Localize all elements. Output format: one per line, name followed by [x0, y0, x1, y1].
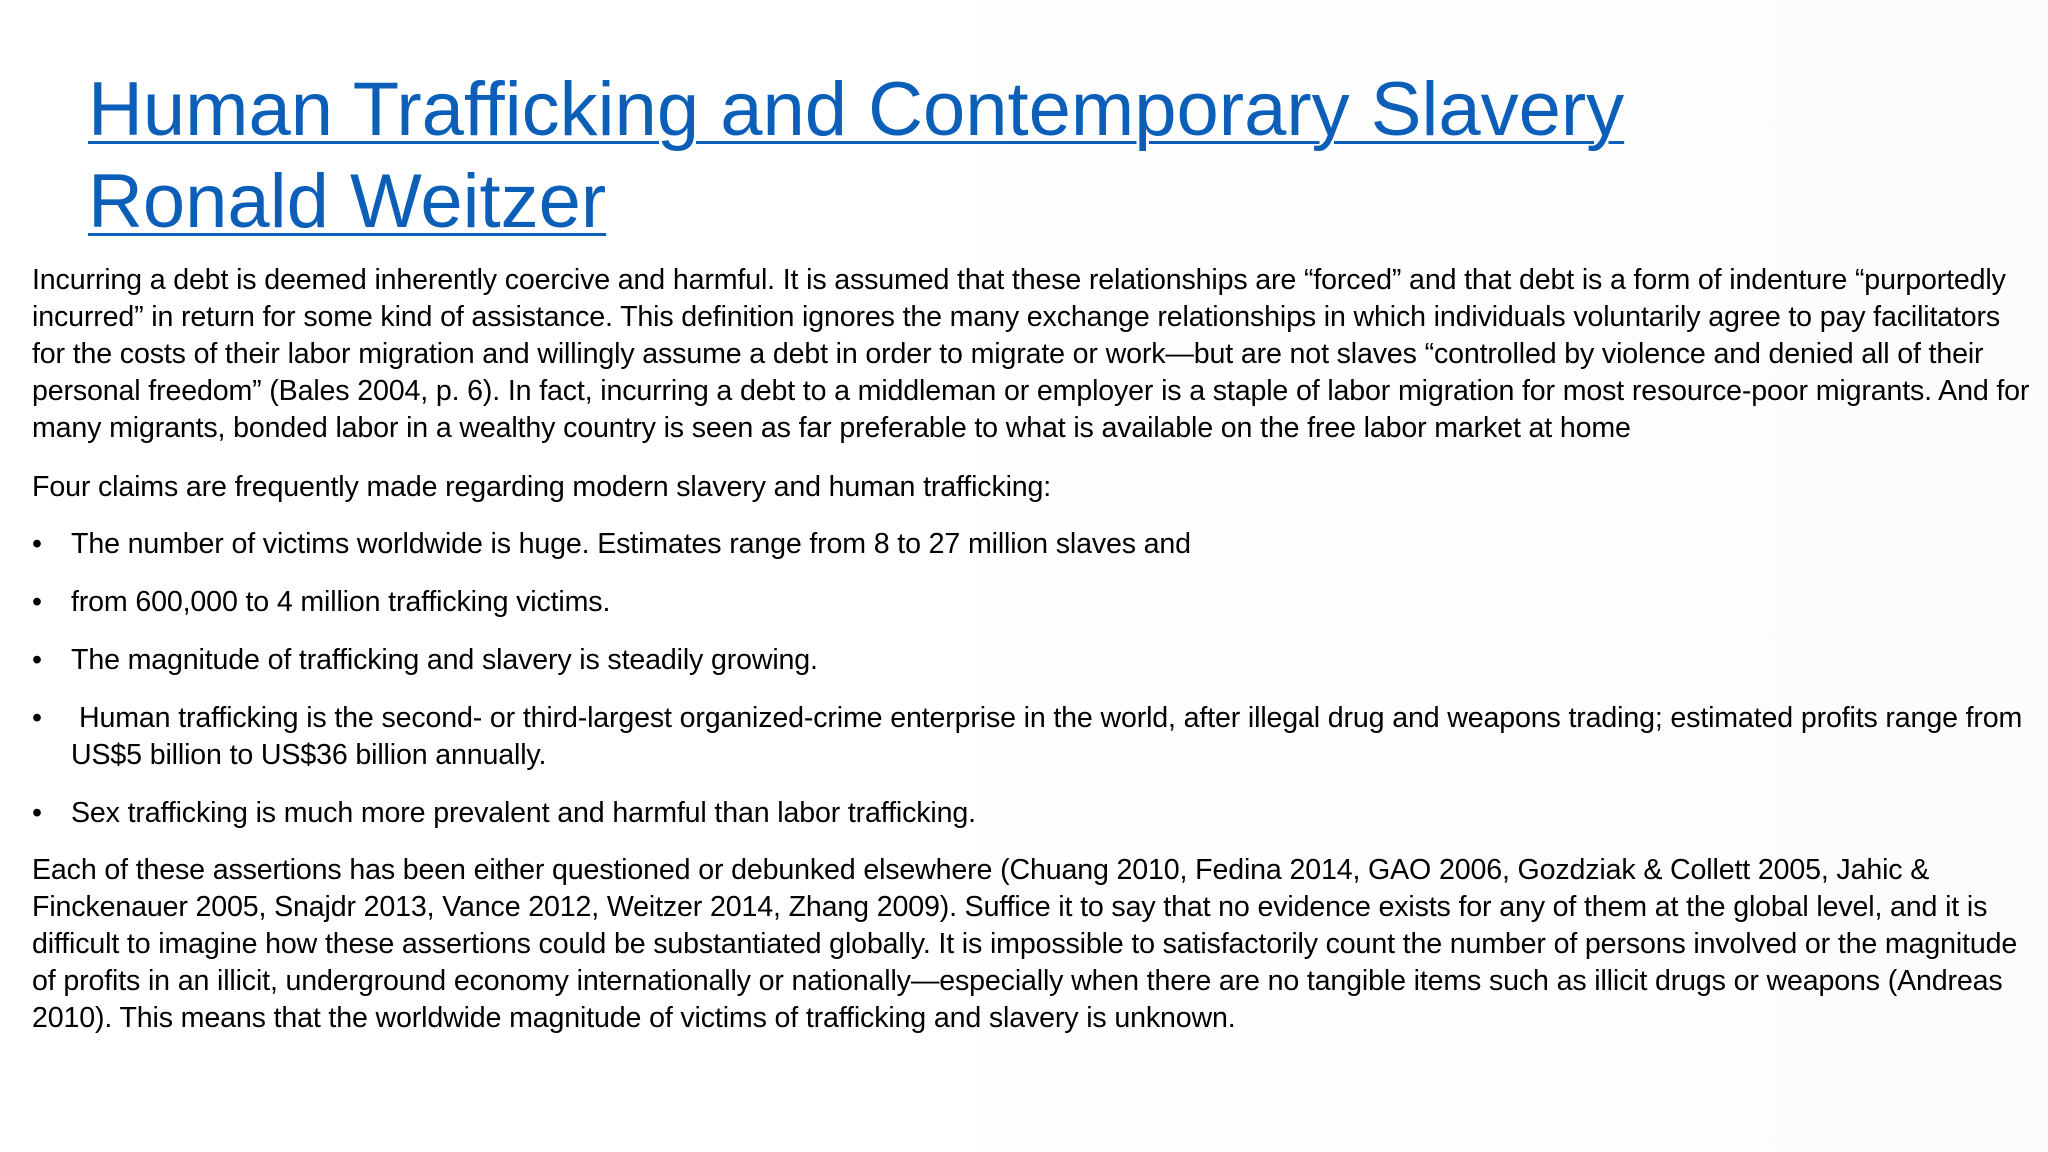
slide-body: [32, 262, 2032, 1059]
bullet-dot-icon: •: [32, 586, 42, 618]
bullet-text: Sex trafficking is much more prevalent and harmful than labor trafficking.: [71, 797, 976, 829]
bullet-item: [32, 795, 2032, 832]
title-line-2-wrap: [88, 156, 1988, 248]
slide-title: [88, 64, 1988, 248]
claims-bullet-list: [32, 526, 2032, 832]
bullet-dot-icon: •: [32, 702, 42, 734]
bullet-text: The number of victims worldwide is huge. Estimates range from 8 to 27 million slaves and: [71, 528, 1191, 560]
bullet-item: [32, 526, 2032, 563]
bullet-dot-icon: •: [32, 644, 42, 676]
bullet-dot-icon: •: [32, 797, 42, 829]
bullet-text: from 600,000 to 4 million trafficking victims.: [71, 586, 611, 618]
closing-paragraph: Each of these assertions has been either questioned or debunked elsewhere (Chuang 2010, Fedina 2014, GAO 2006, Gozdziak & Collett 2005, Jahic & Finckenauer 2005, Snajdr 2013, Vance 2012, Weitzer 2014, Zhang 2009). Suffice it to say that no evidence exists for any of them at the global level, and it is difficult to imagine how these assertions could be substantiated globally. It is impossible to satisfactorily count the number of persons involved or the magnitude of profits in an illicit, underground economy internationally or nationally—especially when there are no tangible items such as illicit drugs or weapons (Andreas 2010). This means that the worldwide magnitude of victims of trafficking and slavery is unknown.: [32, 854, 2018, 1034]
bullet-item: [32, 700, 2032, 774]
title-link-line-1[interactable]: Human Trafficking and Contemporary Slavery: [88, 67, 1625, 152]
intro-paragraph: Incurring a debt is deemed inherently coercive and harmful. It is assumed that these relationships are “forced” and that debt is a form of indenture “purportedly incurred” in return for some kind of assistance. This definition ignores the many exchange relationships in which individuals voluntarily agree to pay facilitators for the costs of their labor migration and willingly assume a debt in order to migrate or work—but are not slaves “controlled by violence and denied all of their personal freedom” (Bales 2004, p. 6). In fact, incurring a debt to a middleman or employer is a staple of labor migration for most resource-poor migrants. And for many migrants, bonded labor in a wealthy country is seen as far preferable to what is available on the free labor market at home: [32, 264, 2030, 444]
bullet-text: The magnitude of trafficking and slavery is steadily growing.: [71, 644, 818, 676]
bullet-text: Human trafficking is the second- or third-largest organized-crime enterprise in the world, after illegal drug and weapons trading; estimated profits range from US$5 billion to US$36 billion annually.: [71, 702, 2023, 771]
claims-lead-paragraph: Four claims are frequently made regarding modern slavery and human trafficking:: [32, 471, 1052, 503]
title-link-author[interactable]: Ronald Weitzer: [88, 159, 607, 244]
bullet-item: [32, 584, 2032, 621]
bullet-dot-icon: •: [32, 528, 42, 560]
title-line-1-wrap: [88, 64, 1988, 156]
bullet-item: [32, 642, 2032, 679]
